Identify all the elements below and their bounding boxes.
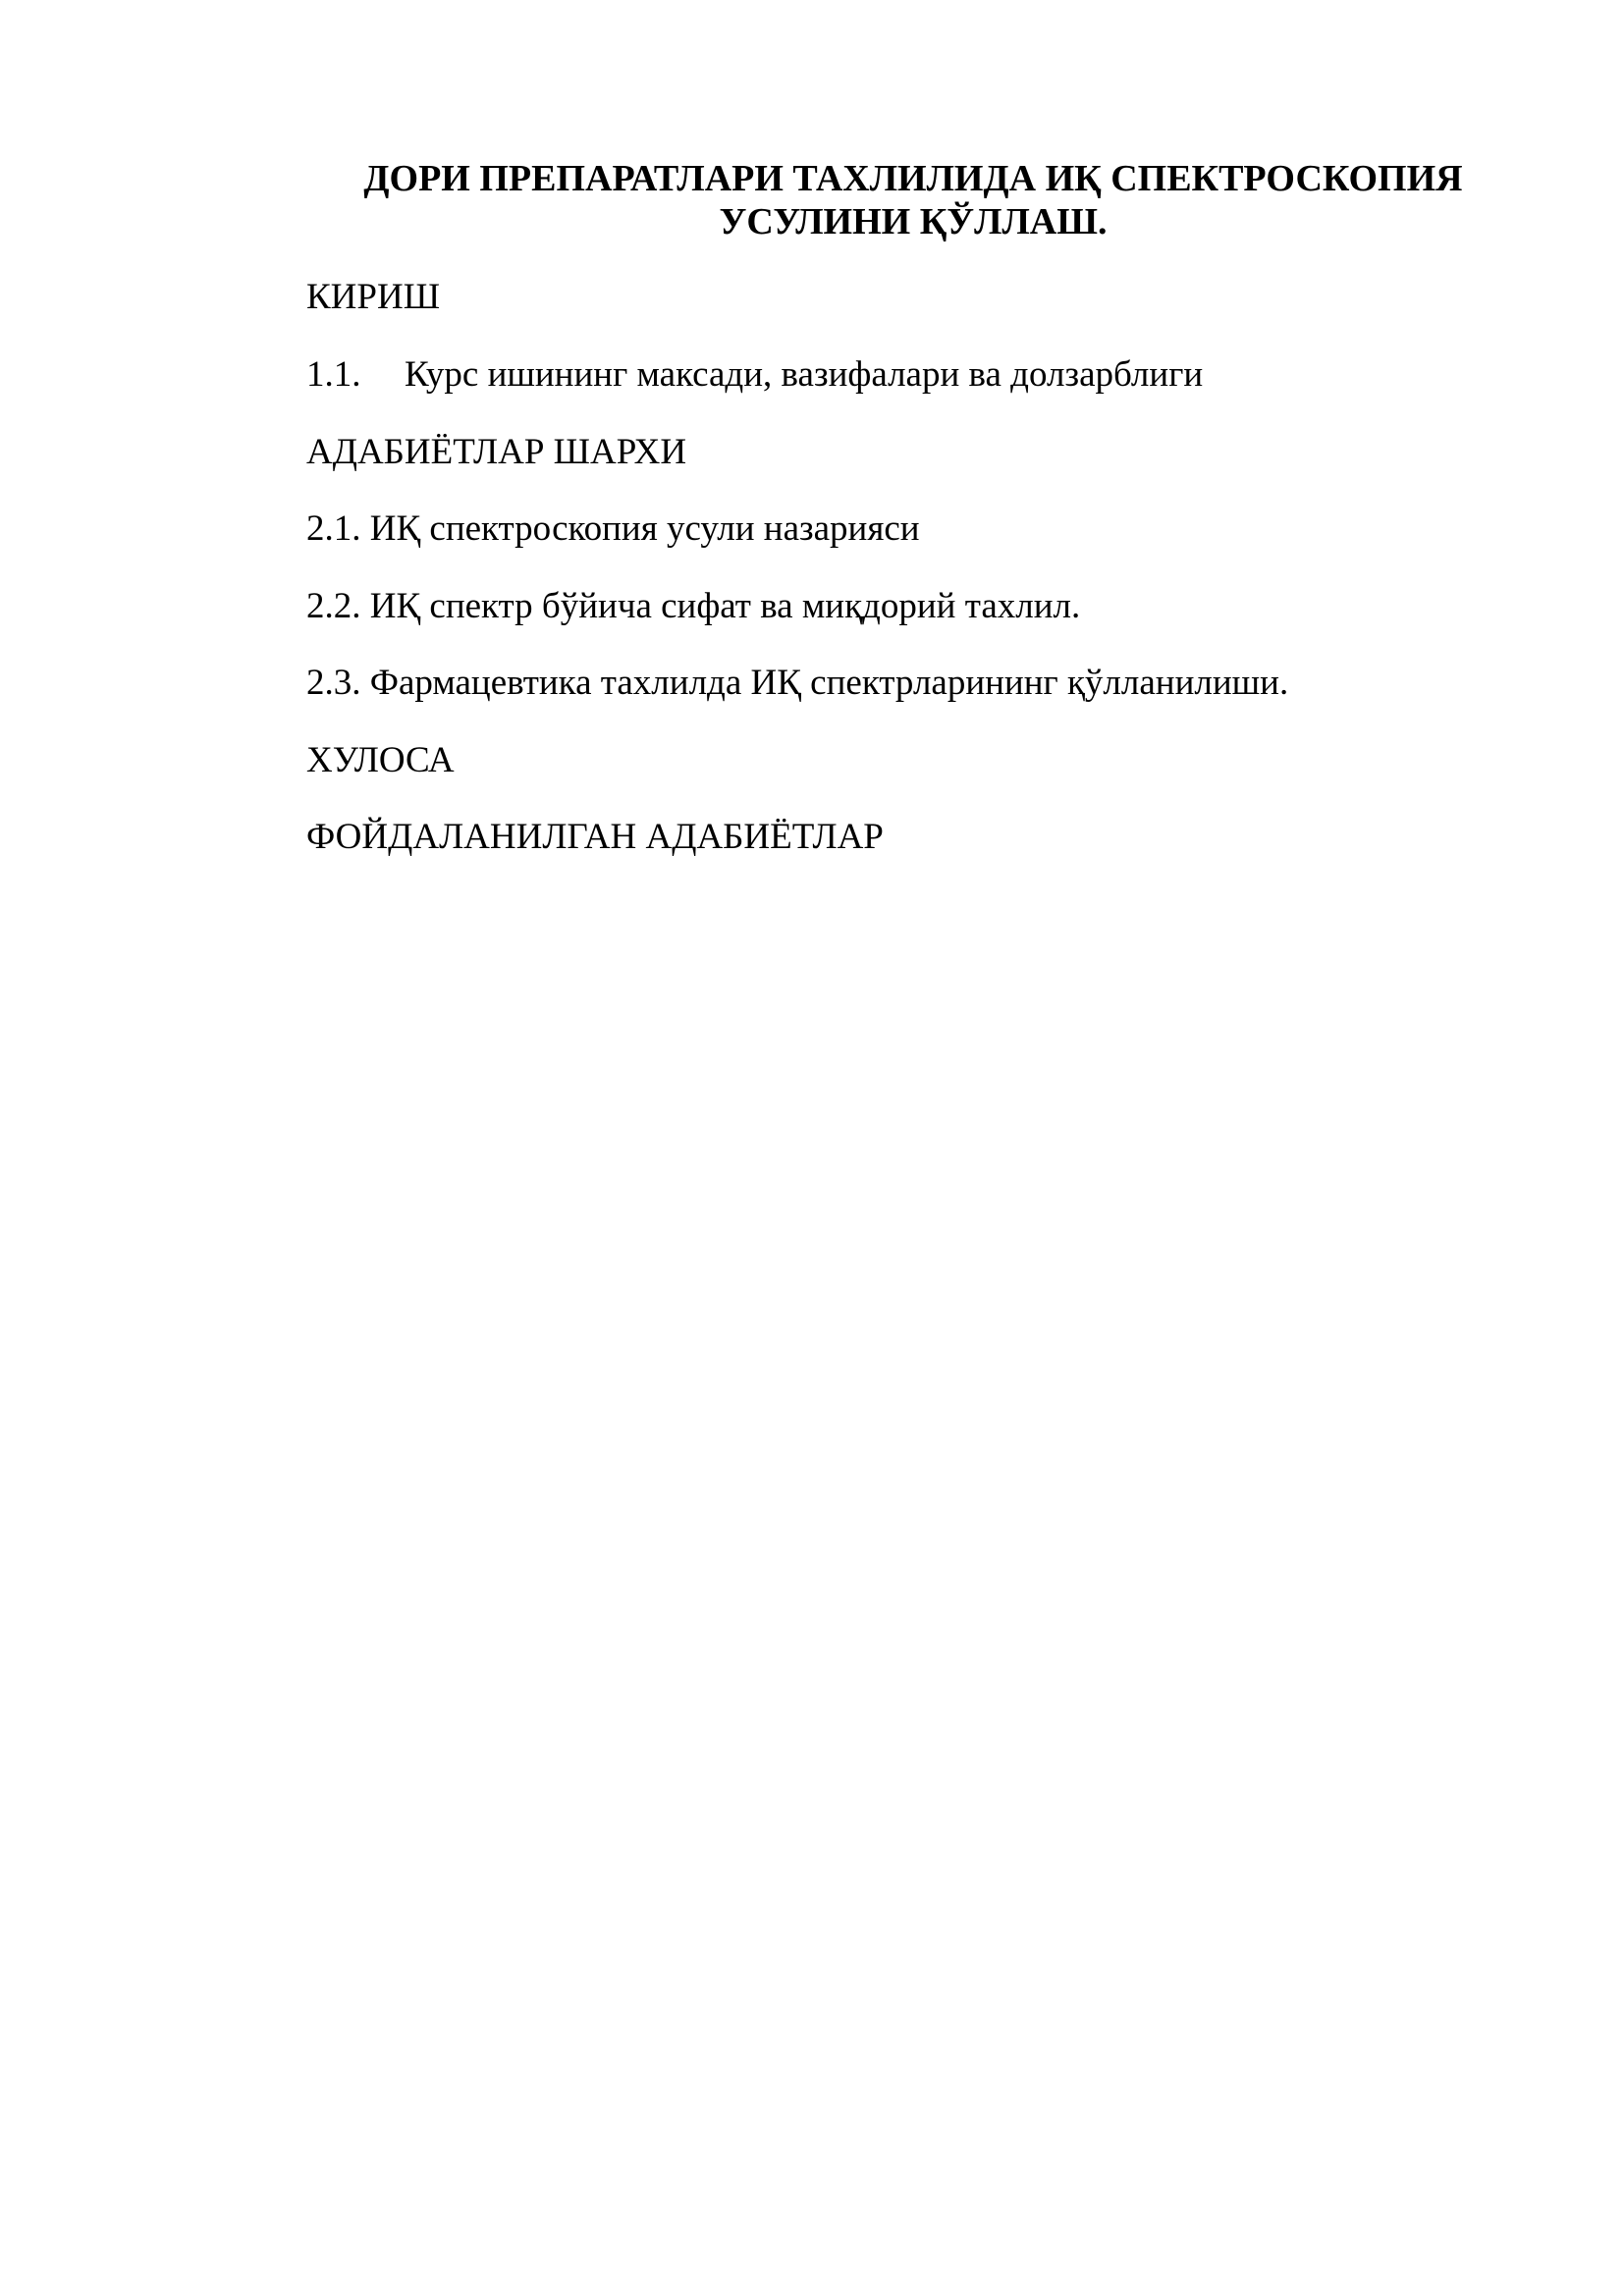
toc-item-2-2: 2.2. ИҚ спектр бўйича сифат ва миқдорий тахлил.: [306, 586, 1081, 626]
toc-literature-review: АДАБИЁТЛАР ШАРХИ: [306, 432, 687, 472]
document-title-line-1: ДОРИ ПРЕПАРАТЛАРИ ТАХЛИЛИДА ИҚ СПЕКТРОСКОПИЯ: [363, 158, 1463, 199]
document-title-line-2: УСУЛИНИ ҚЎЛЛАШ.: [719, 201, 1108, 242]
toc-intro: КИРИШ: [306, 277, 441, 317]
toc-item-1-1-number: 1.1.: [306, 354, 361, 395]
toc-item-2-1: 2.1. ИҚ спектроскопия усули назарияси: [306, 508, 920, 549]
toc-item-1-1: [306, 353, 1203, 397]
toc-conclusion: ХУЛОСА: [306, 740, 455, 780]
toc-references: ФОЙДАЛАНИЛГАН АДАБИЁТЛАР: [306, 817, 884, 857]
toc-item-2-3: 2.3. Фармацевтика тахлилда ИҚ спектрларининг қўлланилиши.: [306, 663, 1289, 703]
toc-item-1-1-text: Курс ишининг максади, вазифалари ва долзарблиги: [405, 354, 1204, 395]
